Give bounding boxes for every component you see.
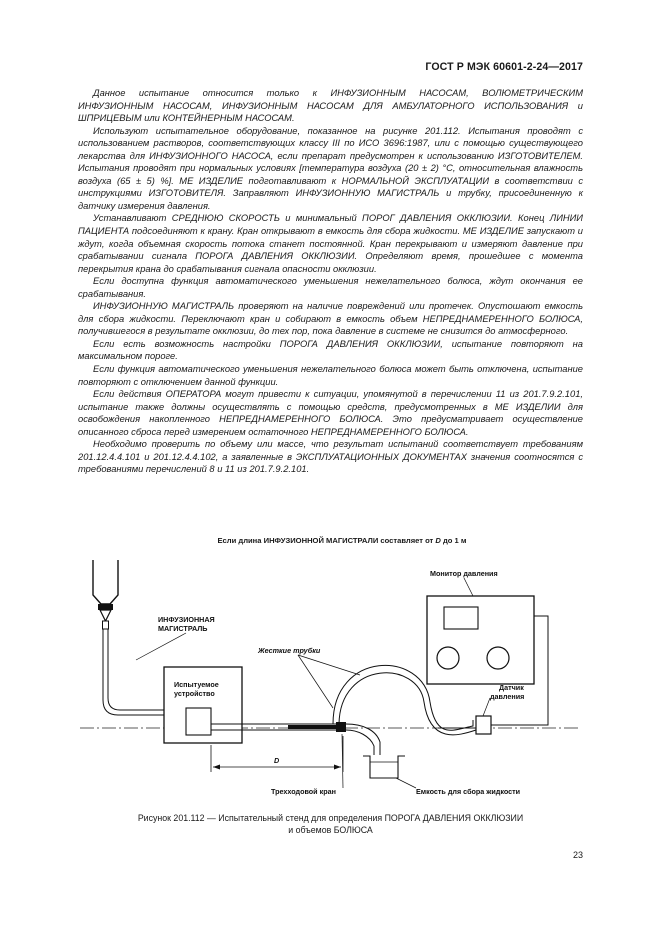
container-label: Емкость для сбора жидкости (416, 787, 521, 796)
document-code: ГОСТ Р МЭК 60601-2-24—2017 (425, 61, 583, 73)
figure-caption: Рисунок 201.112 — Испытательный стенд для определения ПОРОГА ДАВЛЕНИЯ ОККЛЮЗИИ и объемов БОЛЮСА (137, 813, 524, 835)
infusion-line-label: МАГИСТРАЛЬ (158, 624, 208, 633)
sensor-label: давления (490, 692, 525, 701)
page-number: 23 (572, 850, 583, 860)
pump-mechanism (186, 708, 211, 735)
iv-bag-icon (93, 560, 118, 629)
paragraph: Если доступна функция автоматического уменьшения нежелательного болюса, ждут окончания ее срабатывания. (78, 276, 583, 299)
test-setup-diagram (78, 550, 583, 805)
body-text (78, 87, 583, 476)
paragraph: ИНФУЗИОННУЮ МАГИСТРАЛЬ проверяют на наличие повреждений или протечек. Опустошают емкость для сбора жидкости. Переключают кран и собирают в емкость объем НЕПРЕДНАМЕРЕННОГО БОЛЮСА, получившегося в результате окклюзии, до тех пор, пока давление в системе не снизится до атмосферного. (78, 301, 583, 337)
figure-title: Если длина ИНФУЗИОННОЙ МАГИСТРАЛИ составляет от D до 1 м (217, 536, 467, 545)
three-way-valve-icon (336, 722, 346, 732)
paragraph: Если функция автоматического уменьшения нежелательного болюса может быть отключена, испытание повторяют с отключением данной функции. (78, 364, 583, 387)
pressure-monitor (427, 596, 534, 684)
collection-container-icon (363, 756, 405, 778)
paragraph: Необходимо проверить по объему или массе, что результат испытаний соответствует требованиям 201.12.4.4.101 и 201.12.4.4.102, а заявленные в ЭКСПЛУАТАЦИОННЫХ ДОКУМЕНТАХ значения соотносятся с требованиями перечислений 8 и 11 из 201.7.9.2.101. (78, 439, 583, 475)
device-label: устройство (174, 689, 215, 698)
dimension-label: D (274, 756, 280, 765)
paragraph: Если есть возможность настройки ПОРОГА ДАВЛЕНИЯ ОККЛЮЗИИ, испытание повторяют на максимальном пороге. (78, 338, 583, 362)
rigid-tubes-label: Жесткие трубки (258, 646, 321, 655)
monitor-label: Монитор давления (430, 569, 498, 578)
paragraph: Устанавливают СРЕДНЮЮ СКОРОСТЬ и минимальный ПОРОГ ДАВЛЕНИЯ ОККЛЮЗИИ. Конец ЛИНИИ ПАЦИЕНТА подсоединяют к крану. Кран открывают в емкость для сбора жидкости. МЕ ИЗДЕЛИЕ запускают и ждут, когда объемная скорость потока станет постоянной. Кран перекрывают и измеряют давление при срабатывании сигнала ПОРОГА ДАВЛЕНИЯ ОККЛЮЗИИ. Определяют время, прошедшее с момента перекрытия крана до срабатывания сигнала опасности окклюзии. (78, 213, 583, 274)
infusion-line-label: ИНФУЗИОННАЯ (158, 615, 215, 624)
valve-label: Трехходовой кран (271, 787, 336, 796)
device-label: Испытуемое (174, 680, 219, 689)
sensor-label: Датчик (499, 683, 524, 692)
paragraph: Используют испытательное оборудование, показанное на рисунке 201.112. Испытания проводят с использованием растворов, соответствующих классу III по ИСО 3696:1987, или с помощью существующего лекарства для ИНФУЗИОННОГО НАСОСА, если препарат предусмотрен к использованию ИЗГОТОВИТЕЛЕМ. Испытания проводят при нормальных условиях [температура воздуха (20 ± 2) °С, относительная влажность воздуха (65 ± 5) %]. МЕ ИЗДЕЛИЕ подготавливают к НОРМАЛЬНОЙ ЭКСПЛУАТАЦИИ в соответствии с инструкциями ИЗГОТОВИТЕЛЯ. Заправляют ИНФУЗИОННУЮ МАГИСТРАЛЬ и трубку, присоединенную к датчику измерения давления. (78, 125, 583, 211)
paragraph: Если действия ОПЕРАТОРА могут привести к ситуации, упомянутой в перечислении 11 из 201.7.9.2.101, испытание также должны осуществлять с помощью средств, предусмотренных в МЕ ИЗДЕЛИИ для освобождения накопленного НЕПРЕДНАМЕРЕННОГО БОЛЮСА. Это предусматривает осуществление описанного сброса перед измерением остаточного НЕПРЕДНАМЕРЕННОГО БОЛЮСА. (78, 389, 583, 437)
pressure-sensor (476, 716, 491, 734)
paragraph: Данное испытание относится только к ИНФУЗИОННЫМ НАСОСАМ, ВОЛЮМЕТРИЧЕСКИМ ИНФУЗИОННЫМ НАСОСАМ, ИНФУЗИОННЫМ НАСОСАМ ДЛЯ АМБУЛАТОРНОГО ИСПОЛЬЗОВАНИЯ и ШПРИЦЕВЫМ или КОНТЕЙНЕРНЫМ НАСОСАМ. (78, 88, 583, 124)
